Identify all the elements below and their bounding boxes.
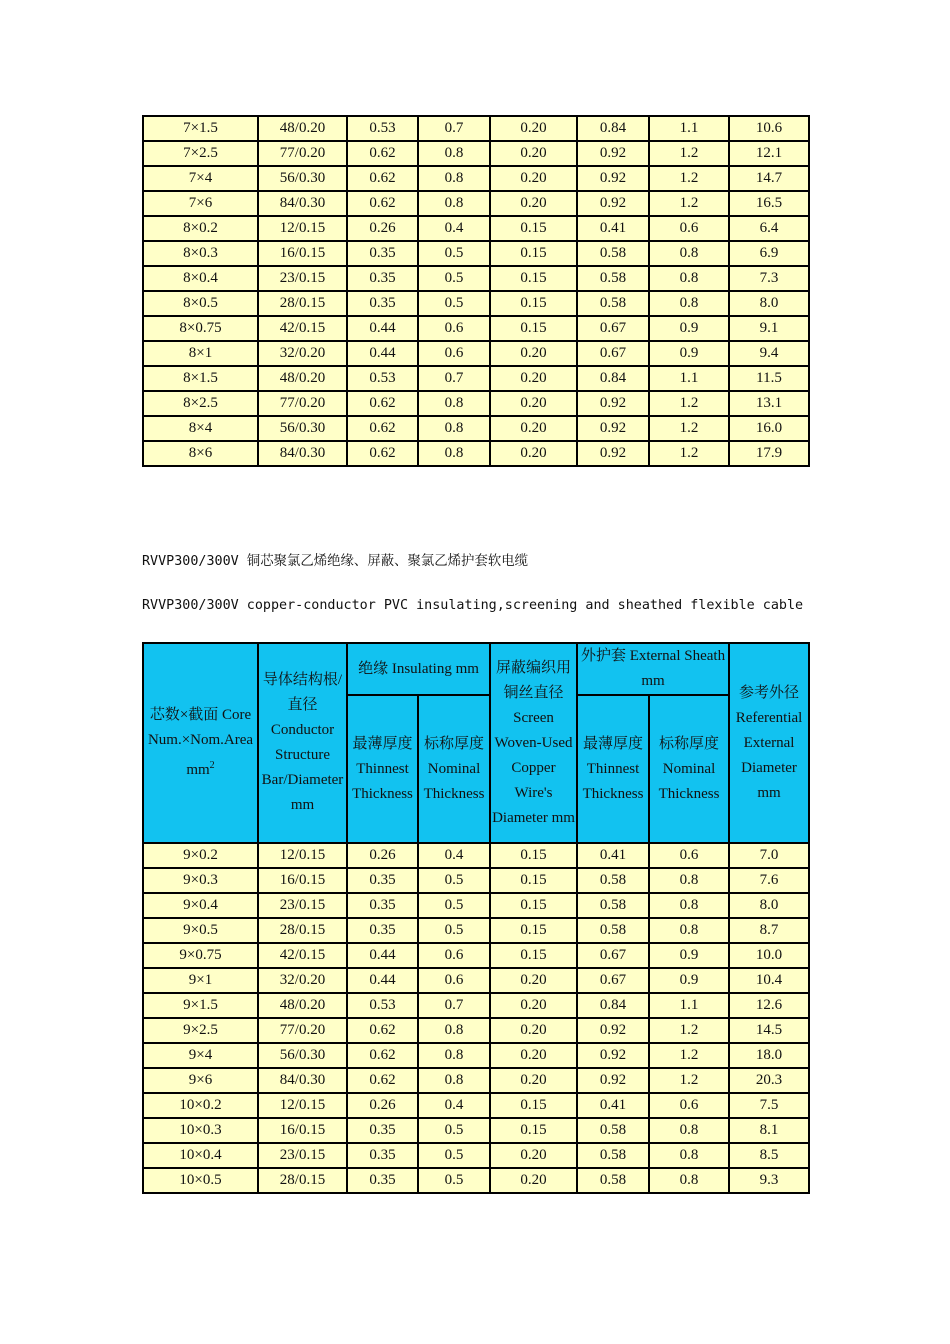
table-cell: 9×1.5 xyxy=(143,993,258,1018)
table-cell: 0.15 xyxy=(490,868,577,893)
table-cell: 9×6 xyxy=(143,1068,258,1093)
table-cell: 0.8 xyxy=(649,893,729,918)
table-cell: 0.4 xyxy=(418,216,490,241)
table-cell: 12/0.15 xyxy=(258,843,347,868)
table-cell: 8×1.5 xyxy=(143,366,258,391)
table-cell: 0.41 xyxy=(577,843,649,868)
table-cell: 0.8 xyxy=(649,1143,729,1168)
table-row xyxy=(143,266,809,291)
table-cell: 0.84 xyxy=(577,116,649,141)
table-cell: 0.15 xyxy=(490,316,577,341)
table-cell: 0.44 xyxy=(347,943,418,968)
table-cell: 0.62 xyxy=(347,1068,418,1093)
table-cell: 0.35 xyxy=(347,1118,418,1143)
table-cell: 0.5 xyxy=(418,918,490,943)
table-cell: 8×0.3 xyxy=(143,241,258,266)
table-cell: 12.1 xyxy=(729,141,809,166)
table-cell: 0.58 xyxy=(577,1118,649,1143)
table-row xyxy=(143,316,809,341)
table-cell: 0.9 xyxy=(649,968,729,993)
table-cell: 8.0 xyxy=(729,893,809,918)
table-cell: 32/0.20 xyxy=(258,341,347,366)
table-cell: 9.3 xyxy=(729,1168,809,1193)
table-row xyxy=(143,1043,809,1068)
header-insulating-group: 绝缘 Insulating mm xyxy=(347,643,490,695)
table-cell: 8×2.5 xyxy=(143,391,258,416)
cable-spec-table-continued xyxy=(142,115,810,467)
table-cell: 0.92 xyxy=(577,141,649,166)
table-cell: 0.41 xyxy=(577,1093,649,1118)
table-cell: 77/0.20 xyxy=(258,391,347,416)
table-cell: 0.8 xyxy=(418,141,490,166)
table-cell: 0.6 xyxy=(418,316,490,341)
header-sheath-thinnest: 最薄厚度 Thinnest Thickness xyxy=(577,695,649,843)
table-cell: 13.1 xyxy=(729,391,809,416)
table-row xyxy=(143,1143,809,1168)
table-cell: 0.20 xyxy=(490,391,577,416)
table-cell: 42/0.15 xyxy=(258,943,347,968)
table-cell: 0.20 xyxy=(490,1018,577,1043)
table-cell: 7.0 xyxy=(729,843,809,868)
table-cell: 9.4 xyxy=(729,341,809,366)
table-cell: 84/0.30 xyxy=(258,441,347,466)
table-cell: 77/0.20 xyxy=(258,141,347,166)
table-cell: 6.4 xyxy=(729,216,809,241)
table-cell: 0.67 xyxy=(577,943,649,968)
table-cell: 16.5 xyxy=(729,191,809,216)
table-cell: 0.62 xyxy=(347,1043,418,1068)
table-cell: 9×2.5 xyxy=(143,1018,258,1043)
table-cell: 77/0.20 xyxy=(258,1018,347,1043)
table-cell: 28/0.15 xyxy=(258,918,347,943)
table-cell: 0.15 xyxy=(490,291,577,316)
table-cell: 0.15 xyxy=(490,266,577,291)
table-cell: 0.41 xyxy=(577,216,649,241)
table1-body xyxy=(143,116,809,466)
table-cell: 7×6 xyxy=(143,191,258,216)
table-cell: 0.58 xyxy=(577,1143,649,1168)
table-cell: 42/0.15 xyxy=(258,316,347,341)
table-cell: 84/0.30 xyxy=(258,191,347,216)
table-cell: 0.67 xyxy=(577,968,649,993)
table-cell: 8.7 xyxy=(729,918,809,943)
table-cell: 16/0.15 xyxy=(258,241,347,266)
table-cell: 32/0.20 xyxy=(258,968,347,993)
header-conductor-structure: 导体结构根/直径 Conductor Structure Bar/Diameter mm xyxy=(258,643,347,843)
table-row xyxy=(143,1068,809,1093)
table-cell: 9×0.3 xyxy=(143,868,258,893)
table-cell: 0.35 xyxy=(347,918,418,943)
table-cell: 0.5 xyxy=(418,241,490,266)
table-cell: 0.20 xyxy=(490,116,577,141)
table-cell: 84/0.30 xyxy=(258,1068,347,1093)
table-cell: 0.8 xyxy=(649,868,729,893)
table-cell: 0.5 xyxy=(418,1168,490,1193)
table-row xyxy=(143,1093,809,1118)
table-cell: 0.92 xyxy=(577,1068,649,1093)
table-cell: 0.35 xyxy=(347,1168,418,1193)
rvvp-spec-table xyxy=(142,642,810,1194)
table-cell: 9.1 xyxy=(729,316,809,341)
table-cell: 0.15 xyxy=(490,918,577,943)
header-sheath-nominal: 标称厚度 Nominal Thickness xyxy=(649,695,729,843)
table-caption-english: RVVP300/300V copper-conductor PVC insulating,screening and sheathed flexible cable xyxy=(142,598,804,613)
table-cell: 0.62 xyxy=(347,141,418,166)
table-cell: 0.5 xyxy=(418,1118,490,1143)
table-cell: 14.7 xyxy=(729,166,809,191)
table-cell: 0.4 xyxy=(418,843,490,868)
table-cell: 0.58 xyxy=(577,1168,649,1193)
table-cell: 0.4 xyxy=(418,1093,490,1118)
table-cell: 0.92 xyxy=(577,391,649,416)
table-row xyxy=(143,918,809,943)
table-cell: 0.20 xyxy=(490,968,577,993)
table-cell: 0.26 xyxy=(347,843,418,868)
table-cell: 0.92 xyxy=(577,441,649,466)
table-row xyxy=(143,241,809,266)
table-cell: 0.92 xyxy=(577,1018,649,1043)
table-cell: 0.20 xyxy=(490,191,577,216)
table-cell: 1.1 xyxy=(649,116,729,141)
table-caption-chinese: RVVP300/300V 铜芯聚氯乙烯绝缘、屏蔽、聚氯乙烯护套软电缆 xyxy=(142,554,529,569)
table-row xyxy=(143,416,809,441)
table-cell: 28/0.15 xyxy=(258,291,347,316)
table-cell: 0.20 xyxy=(490,1068,577,1093)
table-cell: 48/0.20 xyxy=(258,366,347,391)
table-cell: 0.8 xyxy=(649,291,729,316)
table-cell: 0.58 xyxy=(577,893,649,918)
table-cell: 0.5 xyxy=(418,868,490,893)
table-cell: 10×0.5 xyxy=(143,1168,258,1193)
table-row xyxy=(143,191,809,216)
table-cell: 0.62 xyxy=(347,166,418,191)
table-cell: 0.67 xyxy=(577,316,649,341)
table-row xyxy=(143,943,809,968)
table-cell: 23/0.15 xyxy=(258,1143,347,1168)
table-row xyxy=(143,341,809,366)
table-cell: 48/0.20 xyxy=(258,116,347,141)
table-cell: 1.2 xyxy=(649,416,729,441)
table-cell: 8.1 xyxy=(729,1118,809,1143)
table-cell: 0.9 xyxy=(649,943,729,968)
table-cell: 0.15 xyxy=(490,843,577,868)
table-cell: 0.8 xyxy=(649,241,729,266)
table-cell: 0.53 xyxy=(347,116,418,141)
table-row xyxy=(143,366,809,391)
table-cell: 0.35 xyxy=(347,893,418,918)
table-cell: 8×6 xyxy=(143,441,258,466)
table-header xyxy=(143,643,809,843)
table-cell: 1.2 xyxy=(649,191,729,216)
table-cell: 18.0 xyxy=(729,1043,809,1068)
table-cell: 0.26 xyxy=(347,216,418,241)
table-cell: 20.3 xyxy=(729,1068,809,1093)
table-cell: 0.62 xyxy=(347,1018,418,1043)
table-cell: 0.62 xyxy=(347,391,418,416)
table-cell: 16/0.15 xyxy=(258,868,347,893)
table-cell: 1.2 xyxy=(649,441,729,466)
table-cell: 0.5 xyxy=(418,1143,490,1168)
table-cell: 0.20 xyxy=(490,416,577,441)
table-cell: 0.9 xyxy=(649,341,729,366)
table-cell: 0.8 xyxy=(649,266,729,291)
table-row xyxy=(143,1018,809,1043)
table-cell: 7×1.5 xyxy=(143,116,258,141)
table-cell: 0.58 xyxy=(577,241,649,266)
table-cell: 56/0.30 xyxy=(258,166,347,191)
table-cell: 0.15 xyxy=(490,1118,577,1143)
table-cell: 10×0.3 xyxy=(143,1118,258,1143)
table-cell: 1.2 xyxy=(649,1068,729,1093)
table-row xyxy=(143,116,809,141)
table-cell: 7×4 xyxy=(143,166,258,191)
table-cell: 8×0.4 xyxy=(143,266,258,291)
table-cell: 0.8 xyxy=(418,441,490,466)
table-cell: 9×0.5 xyxy=(143,918,258,943)
table-cell: 0.20 xyxy=(490,166,577,191)
table-cell: 0.8 xyxy=(418,391,490,416)
table-cell: 1.2 xyxy=(649,166,729,191)
table-cell: 1.2 xyxy=(649,391,729,416)
table-cell: 0.8 xyxy=(418,1043,490,1068)
table-cell: 0.6 xyxy=(649,843,729,868)
table-cell: 0.26 xyxy=(347,1093,418,1118)
table-cell: 10.4 xyxy=(729,968,809,993)
table-cell: 0.20 xyxy=(490,441,577,466)
table-cell: 0.15 xyxy=(490,1093,577,1118)
table-cell: 9×0.75 xyxy=(143,943,258,968)
table-cell: 0.58 xyxy=(577,266,649,291)
table-cell: 0.15 xyxy=(490,943,577,968)
table-cell: 8×1 xyxy=(143,341,258,366)
table-cell: 1.1 xyxy=(649,993,729,1018)
table-cell: 0.44 xyxy=(347,968,418,993)
table-cell: 0.15 xyxy=(490,216,577,241)
table-cell: 14.5 xyxy=(729,1018,809,1043)
table2-body xyxy=(143,843,809,1193)
table-cell: 0.7 xyxy=(418,993,490,1018)
table-cell: 0.62 xyxy=(347,441,418,466)
table-cell: 0.5 xyxy=(418,291,490,316)
table-row xyxy=(143,868,809,893)
table-row xyxy=(143,391,809,416)
table-cell: 0.6 xyxy=(418,968,490,993)
table-cell: 11.5 xyxy=(729,366,809,391)
table-cell: 0.58 xyxy=(577,918,649,943)
table-cell: 0.58 xyxy=(577,291,649,316)
table-cell: 8×0.5 xyxy=(143,291,258,316)
table-cell: 0.8 xyxy=(649,918,729,943)
table-cell: 8×4 xyxy=(143,416,258,441)
table-cell: 0.20 xyxy=(490,341,577,366)
table-cell: 9×4 xyxy=(143,1043,258,1068)
table-cell: 7.6 xyxy=(729,868,809,893)
table-cell: 0.6 xyxy=(649,1093,729,1118)
table-cell: 23/0.15 xyxy=(258,266,347,291)
table-cell: 0.35 xyxy=(347,868,418,893)
table-cell: 0.84 xyxy=(577,993,649,1018)
table-cell: 0.6 xyxy=(418,943,490,968)
table-cell: 56/0.30 xyxy=(258,1043,347,1068)
table-cell: 0.20 xyxy=(490,1143,577,1168)
table-cell: 0.7 xyxy=(418,116,490,141)
table-cell: 0.35 xyxy=(347,1143,418,1168)
table-cell: 16.0 xyxy=(729,416,809,441)
table-cell: 0.53 xyxy=(347,366,418,391)
table-cell: 0.8 xyxy=(649,1168,729,1193)
table-row xyxy=(143,141,809,166)
table-cell: 0.5 xyxy=(418,266,490,291)
table-cell: 48/0.20 xyxy=(258,993,347,1018)
table-cell: 0.15 xyxy=(490,893,577,918)
table-cell: 0.8 xyxy=(418,1018,490,1043)
table-cell: 1.2 xyxy=(649,141,729,166)
table-cell: 1.2 xyxy=(649,1018,729,1043)
table-cell: 7.5 xyxy=(729,1093,809,1118)
table-cell: 0.35 xyxy=(347,266,418,291)
table-cell: 0.92 xyxy=(577,1043,649,1068)
table-cell: 0.20 xyxy=(490,141,577,166)
header-insulating-thinnest: 最薄厚度 Thinnest Thickness xyxy=(347,695,418,843)
header-screen-wire-diameter: 屏蔽编织用铜丝直径 Screen Woven-Used Copper Wire's Diameter mm xyxy=(490,643,577,843)
header-sheath-group: 外护套 External Sheath mm xyxy=(577,643,729,695)
table-cell: 0.7 xyxy=(418,366,490,391)
table-cell: 9×0.2 xyxy=(143,843,258,868)
table-row xyxy=(143,993,809,1018)
header-core-unit-superscript: 2 xyxy=(209,760,215,771)
table-cell: 9×0.4 xyxy=(143,893,258,918)
table-cell: 0.15 xyxy=(490,241,577,266)
table-cell: 12/0.15 xyxy=(258,1093,347,1118)
table-cell: 0.5 xyxy=(418,893,490,918)
table-row xyxy=(143,1118,809,1143)
table-cell: 0.92 xyxy=(577,416,649,441)
table-cell: 1.2 xyxy=(649,1043,729,1068)
table-cell: 10×0.2 xyxy=(143,1093,258,1118)
table-cell: 0.20 xyxy=(490,366,577,391)
table-cell: 16/0.15 xyxy=(258,1118,347,1143)
table-cell: 1.1 xyxy=(649,366,729,391)
table-cell: 0.44 xyxy=(347,316,418,341)
table-cell: 0.20 xyxy=(490,1168,577,1193)
table-cell: 0.62 xyxy=(347,191,418,216)
table-cell: 7×2.5 xyxy=(143,141,258,166)
header-core-area: 芯数×截面 Core Num.×Nom.Area $mm^2$ xyxy=(143,643,258,843)
table-cell: 8.0 xyxy=(729,291,809,316)
table-cell: 0.8 xyxy=(418,416,490,441)
table-row xyxy=(143,166,809,191)
table-cell: 0.8 xyxy=(418,191,490,216)
table-cell: 28/0.15 xyxy=(258,1168,347,1193)
table-cell: 0.6 xyxy=(649,216,729,241)
table-cell: 8×0.2 xyxy=(143,216,258,241)
table-row xyxy=(143,1168,809,1193)
table-cell: 0.84 xyxy=(577,366,649,391)
table-cell: 10×0.4 xyxy=(143,1143,258,1168)
table-cell: 0.92 xyxy=(577,191,649,216)
table-cell: 9×1 xyxy=(143,968,258,993)
table-cell: 6.9 xyxy=(729,241,809,266)
table-cell: 8.5 xyxy=(729,1143,809,1168)
table-row xyxy=(143,968,809,993)
table-row xyxy=(143,441,809,466)
table-cell: 7.3 xyxy=(729,266,809,291)
table-cell: 56/0.30 xyxy=(258,416,347,441)
header-external-diameter: 参考外径 Referential External Diameter mm xyxy=(729,643,809,843)
table-cell: 23/0.15 xyxy=(258,893,347,918)
table-cell: 12/0.15 xyxy=(258,216,347,241)
table-cell: 0.20 xyxy=(490,993,577,1018)
table-cell: 0.8 xyxy=(418,166,490,191)
table-cell: 8×0.75 xyxy=(143,316,258,341)
table-cell: 0.9 xyxy=(649,316,729,341)
table-cell: 0.92 xyxy=(577,166,649,191)
table-row xyxy=(143,843,809,868)
table-cell: 0.67 xyxy=(577,341,649,366)
table-cell: 0.35 xyxy=(347,291,418,316)
table-cell: 0.20 xyxy=(490,1043,577,1068)
table-cell: 0.44 xyxy=(347,341,418,366)
table-row xyxy=(143,216,809,241)
table-cell: 12.6 xyxy=(729,993,809,1018)
header-insulating-nominal: 标称厚度 Nominal Thickness xyxy=(418,695,490,843)
table-cell: 0.53 xyxy=(347,993,418,1018)
table-cell: 10.6 xyxy=(729,116,809,141)
table-cell: 0.58 xyxy=(577,868,649,893)
table-cell: 0.8 xyxy=(418,1068,490,1093)
table-cell: 0.8 xyxy=(649,1118,729,1143)
table-cell: 17.9 xyxy=(729,441,809,466)
table-cell: 10.0 xyxy=(729,943,809,968)
table-cell: 0.6 xyxy=(418,341,490,366)
table-row xyxy=(143,893,809,918)
table-row xyxy=(143,291,809,316)
table-cell: 0.62 xyxy=(347,416,418,441)
table-cell: 0.35 xyxy=(347,241,418,266)
